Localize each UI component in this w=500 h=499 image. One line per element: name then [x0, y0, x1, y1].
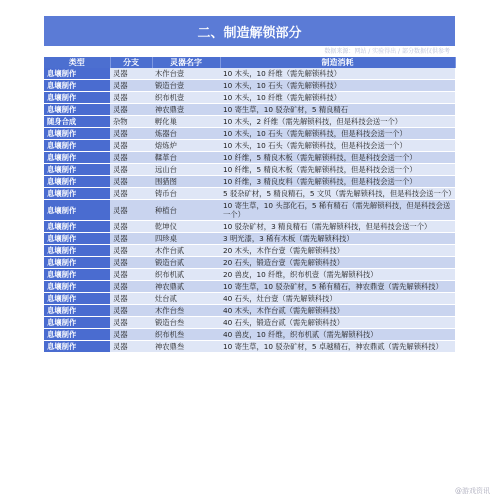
table-row — [44, 128, 455, 140]
table-row — [44, 164, 455, 176]
cell-type: 息壤制作 — [44, 305, 110, 317]
table-row — [44, 104, 455, 116]
cell-type: 息壤制作 — [44, 200, 110, 221]
table-row — [44, 281, 455, 293]
cell-item-name: 铸币台 — [152, 188, 220, 200]
cell-type: 息壤制作 — [44, 80, 110, 92]
cell-branch: 灵器 — [110, 269, 152, 281]
cell-cost: 10 纤维，5 精良木板（需先解锁科技，但是科技会送一个） — [220, 164, 455, 176]
table-row — [44, 188, 455, 200]
cell-branch: 杂物 — [110, 116, 152, 128]
table-row — [44, 152, 455, 164]
cell-branch: 灵器 — [110, 104, 152, 116]
cell-branch: 灵器 — [110, 329, 152, 341]
cell-type: 息壤制作 — [44, 329, 110, 341]
table-row — [44, 92, 455, 104]
cell-type: 息壤制作 — [44, 233, 110, 245]
table-row — [44, 257, 455, 269]
cell-branch: 灵器 — [110, 68, 152, 80]
table-row — [44, 221, 455, 233]
cell-cost: 10 木头，2 纤维（需先解锁科技，但是科技会送一个） — [220, 116, 455, 128]
table-row — [44, 269, 455, 281]
cell-branch: 灵器 — [110, 221, 152, 233]
cell-branch: 灵器 — [110, 92, 152, 104]
cell-type: 息壤制作 — [44, 68, 110, 80]
cell-cost: 10 木头，10 石头（需先解锁科技，但是科技会送一个） — [220, 140, 455, 152]
cell-branch: 灵器 — [110, 305, 152, 317]
table-row — [44, 341, 455, 353]
table-row — [44, 329, 455, 341]
cell-item-name: 木作台壹 — [152, 68, 220, 80]
source-note: 数据来源：网站 / 实验得出 / 部分数据仅供参考 — [324, 48, 450, 55]
cell-item-name: 远山台 — [152, 164, 220, 176]
header-type: 类型 — [44, 57, 110, 68]
cell-type: 息壤制作 — [44, 104, 110, 116]
cell-type: 息壤制作 — [44, 257, 110, 269]
cell-branch: 灵器 — [110, 245, 152, 257]
cell-item-name: 鞣革台 — [152, 152, 220, 164]
cell-item-name: 木作台叁 — [152, 305, 220, 317]
cell-cost: 10 木头，10 石头（需先解锁科技，但是科技会送一个） — [220, 128, 455, 140]
table-row — [44, 176, 455, 188]
cell-type: 息壤制作 — [44, 188, 110, 200]
cell-item-name: 织布机壹 — [152, 92, 220, 104]
cell-branch: 灵器 — [110, 164, 152, 176]
table-row — [44, 233, 455, 245]
cell-type: 息壤制作 — [44, 92, 110, 104]
cell-item-name: 织布机贰 — [152, 269, 220, 281]
cell-item-name: 织布机叁 — [152, 329, 220, 341]
cell-cost: 40 石头，锻造台贰（需先解锁科技） — [220, 317, 455, 329]
cell-cost: 10 纤维，3 精良皮料（需先解锁科技，但是科技会送一个） — [220, 176, 455, 188]
section-title: 二、制造解锁部分 — [44, 16, 455, 46]
cell-cost: 10 木头，10 纤维（需先解锁科技） — [220, 92, 455, 104]
cell-cost: 10 寄生草，10 驳杂矿材，5 精良精石 — [220, 104, 455, 116]
cell-type: 息壤制作 — [44, 317, 110, 329]
cell-item-name: 炼器台 — [152, 128, 220, 140]
cell-branch: 灵器 — [110, 188, 152, 200]
cell-item-name: 神农鼎叁 — [152, 341, 220, 353]
cell-type: 息壤制作 — [44, 341, 110, 353]
cell-item-name: 种植台 — [152, 200, 220, 221]
cell-item-name: 围猎图 — [152, 176, 220, 188]
cell-cost: 10 木头，10 纤维（需先解锁科技） — [220, 68, 455, 80]
table-body — [44, 68, 455, 353]
header-cost: 制造消耗 — [220, 57, 455, 68]
cell-item-name: 锻造台壹 — [152, 80, 220, 92]
cell-type: 息壤制作 — [44, 245, 110, 257]
cell-type: 息壤制作 — [44, 221, 110, 233]
header-branch: 分支 — [110, 57, 152, 68]
cell-item-name: 熔炼炉 — [152, 140, 220, 152]
cell-branch: 灵器 — [110, 80, 152, 92]
cell-type: 息壤制作 — [44, 269, 110, 281]
cell-type: 息壤制作 — [44, 281, 110, 293]
cell-branch: 灵器 — [110, 176, 152, 188]
cell-cost: 20 兽皮，10 纤维，织布机壹（需先解锁科技） — [220, 269, 455, 281]
cell-cost: 10 寄生草，10 驳杂矿材，5 卓越精石，神农鼎贰（需先解锁科技） — [220, 341, 455, 353]
cell-cost: 5 驳杂矿材，5 精良精石，5 文贝（需先解锁科技，但是科技会送一个） — [220, 188, 455, 200]
table-row — [44, 293, 455, 305]
table-row — [44, 68, 455, 80]
cell-item-name: 锻造台叁 — [152, 317, 220, 329]
cell-type: 息壤制作 — [44, 164, 110, 176]
cell-branch: 灵器 — [110, 200, 152, 221]
cell-branch: 灵器 — [110, 281, 152, 293]
cell-branch: 灵器 — [110, 341, 152, 353]
cell-branch: 灵器 — [110, 152, 152, 164]
watermark: @游戏资讯 — [455, 487, 490, 495]
cell-type: 息壤制作 — [44, 176, 110, 188]
cell-cost: 10 木头，10 石头（需先解锁科技） — [220, 80, 455, 92]
table-row — [44, 317, 455, 329]
table-row — [44, 245, 455, 257]
cell-cost: 10 纤维，5 精良木板（需先解锁科技，但是科技会送一个） — [220, 152, 455, 164]
cell-item-name: 灶台贰 — [152, 293, 220, 305]
cell-cost: 3 明光漆，3 稀有木板（需先解锁科技） — [220, 233, 455, 245]
cell-cost: 10 驳杂矿材，3 精良精石（需先解锁科技，但是科技会送一个） — [220, 221, 455, 233]
cell-cost: 40 木头，木作台贰（需先解锁科技） — [220, 305, 455, 317]
cell-item-name: 孵化巢 — [152, 116, 220, 128]
cell-item-name: 乾坤仪 — [152, 221, 220, 233]
cell-item-name: 木作台贰 — [152, 245, 220, 257]
table-row — [44, 80, 455, 92]
cell-type: 息壤制作 — [44, 140, 110, 152]
cell-cost: 20 石头，锻造台壹（需先解锁科技） — [220, 257, 455, 269]
cell-type: 随身合成 — [44, 116, 110, 128]
cell-branch: 灵器 — [110, 128, 152, 140]
cell-item-name: 锻造台贰 — [152, 257, 220, 269]
cell-type: 息壤制作 — [44, 293, 110, 305]
cell-item-name: 神农鼎贰 — [152, 281, 220, 293]
cell-item-name: 四珍桌 — [152, 233, 220, 245]
cell-cost: 10 寄生草，10 驳杂矿材，5 稀有精石，神农鼎壹（需先解锁科技） — [220, 281, 455, 293]
table-header-row — [44, 57, 455, 68]
table-row — [44, 116, 455, 128]
table-row — [44, 140, 455, 152]
cell-branch: 灵器 — [110, 257, 152, 269]
cell-type: 息壤制作 — [44, 128, 110, 140]
cell-branch: 灵器 — [110, 317, 152, 329]
cell-item-name: 神农鼎壹 — [152, 104, 220, 116]
table-row — [44, 200, 455, 221]
unlock-table — [44, 57, 456, 353]
cell-type: 息壤制作 — [44, 152, 110, 164]
cell-cost: 20 木头，木作台壹（需先解锁科技） — [220, 245, 455, 257]
table-row — [44, 305, 455, 317]
cell-cost: 10 寄生草，10 头部化石，5 稀有精石（需先解锁科技，但是科技会送一个） — [220, 200, 455, 221]
cell-cost: 40 石头，灶台壹（需先解锁科技） — [220, 293, 455, 305]
cell-branch: 灵器 — [110, 140, 152, 152]
cell-branch: 灵器 — [110, 233, 152, 245]
cell-branch: 灵器 — [110, 293, 152, 305]
header-item-name: 灵器名字 — [152, 57, 220, 68]
cell-cost: 40 兽皮，10 纤维，织布机贰（需先解锁科技） — [220, 329, 455, 341]
